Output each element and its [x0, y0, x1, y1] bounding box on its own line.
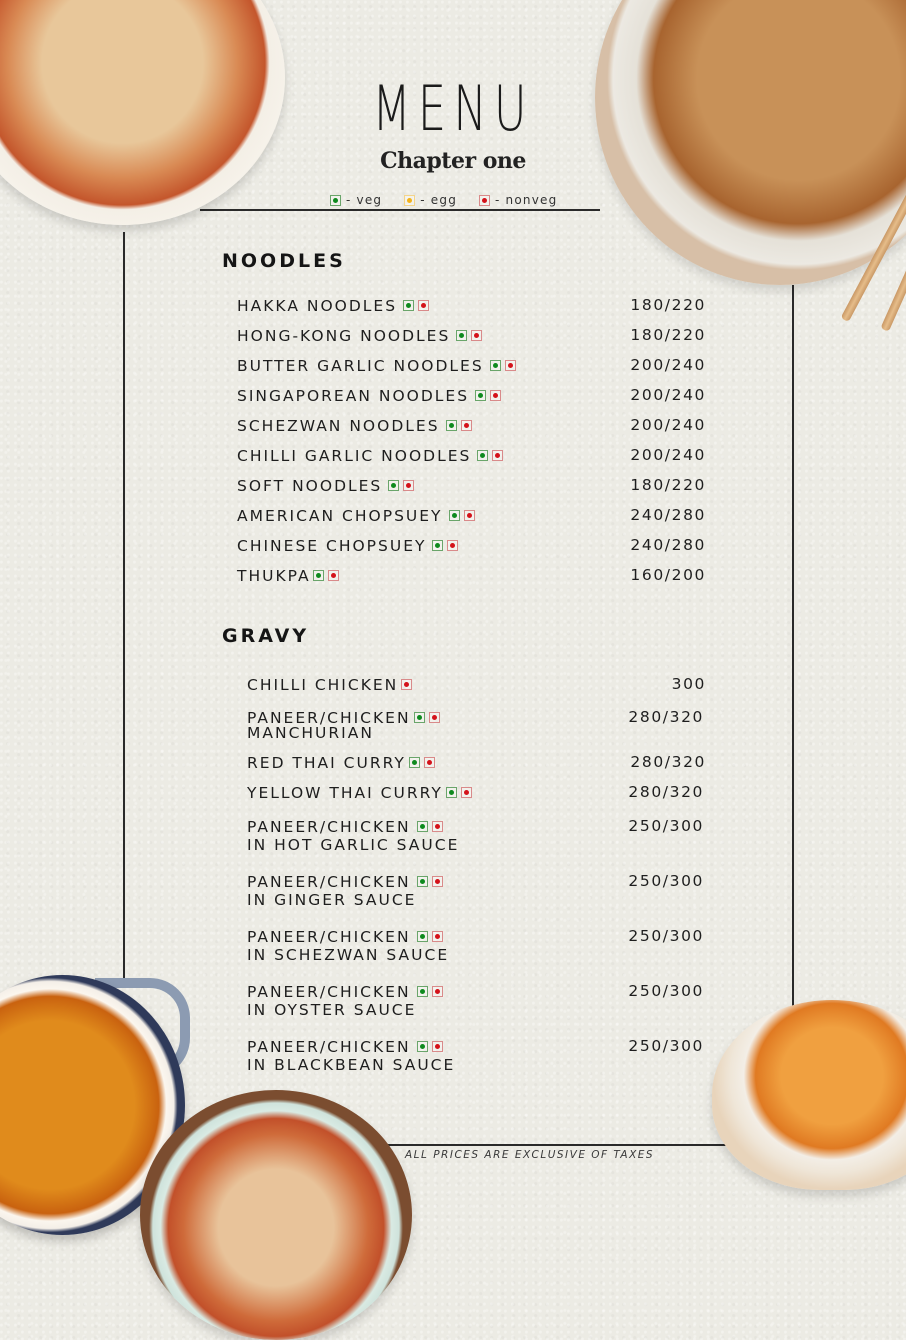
veg-indicator-icon [414, 712, 425, 723]
veg-indicator-icon [490, 360, 501, 371]
nonveg-indicator-icon [447, 540, 458, 551]
legend-label: - nonveg [495, 193, 558, 207]
item-price: 200/240 [630, 386, 706, 404]
item-price: 280/320 [628, 783, 704, 801]
veg-indicator-icon [417, 931, 428, 942]
item-price: 200/240 [630, 416, 706, 434]
item-name: CHINESE CHOPSUEY [237, 537, 427, 555]
nonveg-indicator-icon [479, 195, 490, 206]
item-price: 240/280 [630, 536, 706, 554]
menu-item [237, 567, 339, 585]
item-price: 180/220 [630, 296, 706, 314]
nonveg-indicator-icon [432, 931, 443, 942]
tax-note: ALL PRICES ARE EXCLUSIVE OF TAXES [405, 1149, 655, 1161]
frame-top-line [200, 209, 600, 211]
page-subtitle: Chapter one [380, 148, 526, 174]
spicy-noodle-bowl-icon [712, 1000, 906, 1190]
nonveg-indicator-icon [490, 390, 501, 401]
item-name: SINGAPOREAN NOODLES [237, 387, 470, 405]
noodles-with-chopsticks-icon [595, 0, 906, 285]
item-name-line2: IN GINGER SAUCE [247, 891, 417, 909]
item-name: CHILLI GARLIC NOODLES [237, 447, 472, 465]
item-name-line2: IN BLACKBEAN SAUCE [247, 1056, 456, 1074]
frame-bottom-line [386, 1144, 732, 1146]
nonveg-indicator-icon [429, 712, 440, 723]
menu-item [247, 784, 472, 802]
item-name-line2: IN HOT GARLIC SAUCE [247, 836, 460, 854]
menu-item [237, 537, 458, 555]
menu-item [247, 1038, 455, 1074]
nonveg-indicator-icon [424, 757, 435, 768]
veg-indicator-icon [477, 450, 488, 461]
nonveg-indicator-icon [432, 876, 443, 887]
item-name: HAKKA NOODLES [237, 297, 398, 315]
nonveg-indicator-icon [461, 420, 472, 431]
item-price: 250/300 [628, 817, 704, 835]
section-title-gravy: GRAVY [222, 625, 310, 647]
item-price: 250/300 [628, 1037, 704, 1055]
menu-item [237, 447, 503, 465]
item-name: SOFT NOODLES [237, 477, 383, 495]
item-name: YELLOW THAI CURRY [247, 784, 443, 802]
legend-label: - veg [346, 193, 383, 207]
item-price: 280/320 [628, 708, 704, 726]
menu-item [237, 387, 501, 405]
menu-item [237, 417, 472, 435]
item-name: THUKPA [237, 567, 311, 585]
veg-indicator-icon [409, 757, 420, 768]
nonveg-indicator-icon [471, 330, 482, 341]
menu-item [247, 818, 459, 854]
menu-item [247, 754, 435, 772]
menu-item [247, 983, 443, 1019]
veg-indicator-icon [475, 390, 486, 401]
veg-indicator-icon [449, 510, 460, 521]
item-name: BUTTER GARLIC NOODLES [237, 357, 484, 375]
item-price: 250/300 [628, 982, 704, 1000]
item-price: 160/200 [630, 566, 706, 584]
veg-indicator-icon [417, 821, 428, 832]
veg-indicator-icon [388, 480, 399, 491]
nonveg-indicator-icon [403, 480, 414, 491]
item-price: 180/220 [630, 476, 706, 494]
nonveg-indicator-icon [464, 510, 475, 521]
item-price: 250/300 [628, 872, 704, 890]
menu-item [237, 507, 475, 525]
diet-legend [330, 193, 579, 207]
item-price: 200/240 [630, 446, 706, 464]
nonveg-indicator-icon [492, 450, 503, 461]
menu-item [237, 327, 482, 345]
veg-indicator-icon [417, 1041, 428, 1052]
frame-left-line [123, 232, 125, 980]
menu-item [237, 477, 414, 495]
item-name-line2: IN OYSTER SAUCE [247, 1001, 417, 1019]
veg-indicator-icon [446, 787, 457, 798]
veg-indicator-icon [403, 300, 414, 311]
nonveg-indicator-icon [505, 360, 516, 371]
item-name: RED THAI CURRY [247, 754, 406, 772]
veg-indicator-icon [313, 570, 324, 581]
page-title: MENU [372, 72, 534, 145]
item-name: SCHEZWAN NOODLES [237, 417, 440, 435]
nonveg-indicator-icon [418, 300, 429, 311]
item-name: PANEER/CHICKEN [247, 873, 411, 891]
item-price: 180/220 [630, 326, 706, 344]
veg-indicator-icon [432, 540, 443, 551]
item-name-line2: MANCHURIAN [247, 724, 374, 742]
egg-indicator-icon [404, 195, 415, 206]
chicken-curry-bowl-icon [140, 1090, 412, 1340]
menu-item [237, 357, 516, 375]
legend-egg [404, 193, 457, 207]
frame-right-line [792, 285, 794, 1009]
veg-indicator-icon [417, 986, 428, 997]
menu-item [247, 873, 443, 909]
item-price: 280/320 [630, 753, 706, 771]
nonveg-indicator-icon [432, 1041, 443, 1052]
item-name: PANEER/CHICKEN [247, 928, 411, 946]
legend-nonveg [479, 193, 557, 207]
item-price: 300 [671, 675, 706, 693]
menu-item [247, 928, 449, 964]
item-name: HONG-KONG NOODLES [237, 327, 451, 345]
veg-indicator-icon [456, 330, 467, 341]
item-price: 250/300 [628, 927, 704, 945]
veg-indicator-icon [417, 876, 428, 887]
nonveg-indicator-icon [461, 787, 472, 798]
item-name: CHILLI CHICKEN [247, 676, 399, 694]
item-name: PANEER/CHICKEN [247, 983, 411, 1001]
legend-label: - egg [420, 193, 458, 207]
nonveg-indicator-icon [401, 679, 412, 690]
veg-indicator-icon [330, 195, 341, 206]
section-title-noodles: NOODLES [222, 250, 346, 272]
nonveg-indicator-icon [328, 570, 339, 581]
nonveg-indicator-icon [432, 821, 443, 832]
item-name: PANEER/CHICKEN [247, 818, 411, 836]
menu-item [247, 709, 440, 742]
item-name-line2: IN SCHEZWAN SAUCE [247, 946, 450, 964]
legend-veg [330, 193, 382, 207]
item-name: AMERICAN CHOPSUEY [237, 507, 443, 525]
menu-item [237, 297, 429, 315]
menu-item [247, 676, 412, 694]
item-price: 240/280 [630, 506, 706, 524]
veg-indicator-icon [446, 420, 457, 431]
item-name: PANEER/CHICKEN [247, 709, 411, 727]
nonveg-indicator-icon [432, 986, 443, 997]
item-name: PANEER/CHICKEN [247, 1038, 411, 1056]
item-price: 200/240 [630, 356, 706, 374]
